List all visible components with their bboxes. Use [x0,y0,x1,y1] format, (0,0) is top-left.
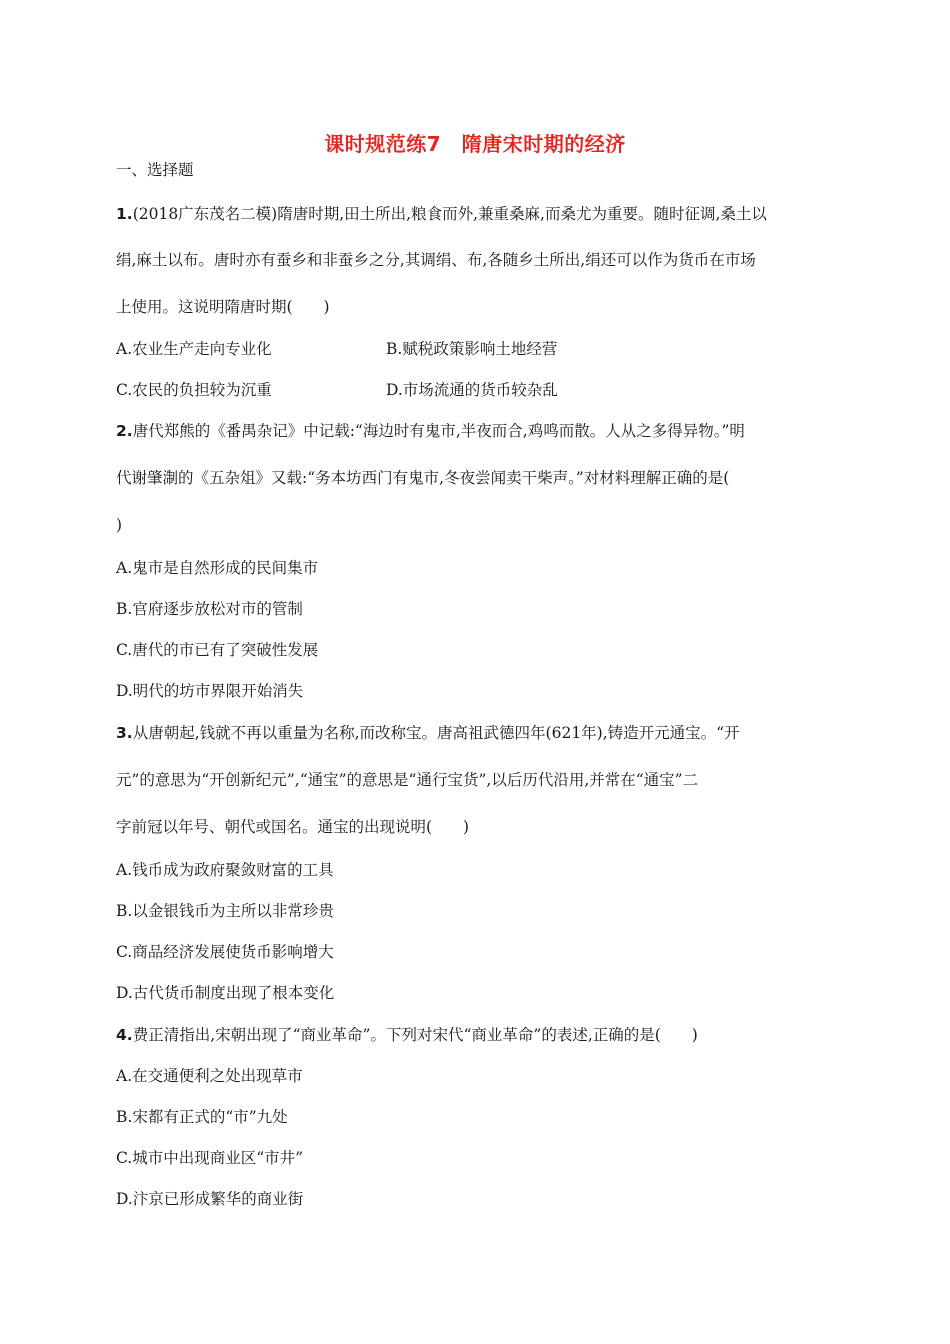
question-4-option-c: C.城市中出现商业区“市井” [116,1149,304,1167]
question-1-option-c: C.农民的负担较为沉重 [116,381,272,399]
question-3-line-3: 字前冠以年号、朝代或国名。通宝的出现说明( ) [116,818,470,836]
question-2-option-d: D.明代的坊市界限开始消失 [116,682,304,700]
question-3-line-2: 元”的意思为“开创新纪元”,“通宝”的意思是“通行宝货”,以后历代沿用,并常在“通宝”二 [116,771,699,789]
question-1-line-2: 绢,麻土以布。唐时亦有蚕乡和非蚕乡之分,其调绢、布,各随乡土所出,绢还可以作为货币在市场 [116,251,756,269]
question-4-line-1 [116,1025,698,1045]
question-3-option-b: B.以金银钱币为主所以非常珍贵 [116,902,334,920]
question-3-option-d: D.古代货币制度出现了根本变化 [116,984,335,1002]
section-heading: 一、选择题 [116,161,194,179]
question-2-line-1 [116,421,745,441]
question-2-option-c: C.唐代的市已有了突破性发展 [116,641,319,659]
question-2-line-3: ) [116,516,123,534]
question-1-option-d: D.市场流通的货币较杂乱 [386,381,558,399]
question-3-option-c: C.商品经济发展使货币影响增大 [116,943,334,961]
question-4-option-d: D.汴京已形成繁华的商业街 [116,1190,304,1208]
question-4-option-a: A.在交通便利之处出现草市 [116,1067,303,1085]
question-3-line-1 [116,723,740,743]
question-4-option-b: B.宋都有正式的“市”九处 [116,1108,288,1126]
question-2-option-a: A.鬼市是自然形成的民间集市 [116,559,319,577]
question-4-number: 4. [116,1026,133,1044]
question-1-line-3: 上使用。这说明隋唐时期( ) [116,298,330,316]
question-2-text: 唐代郑熊的《番禺杂记》中记载:“海边时有鬼市,半夜而合,鸡鸣而散。人从之多得异物。”明 [132,422,745,440]
question-3-text: 从唐朝起,钱就不再以重量为名称,而改称宝。唐高祖武德四年(621年),铸造开元通宝。“开 [132,724,740,742]
question-1-number: 1. [116,205,133,223]
page-title: 课时规范练7 隋唐宋时期的经济 [324,132,626,156]
question-3-number: 3. [116,724,133,742]
question-1-text: (2018广东茂名二模)隋唐时期,田土所出,粮食而外,兼重桑麻,而桑尤为重要。随时征调,桑土以 [132,205,767,223]
question-1-option-a: A.农业生产走向专业化 [116,340,272,358]
question-3-option-a: A.钱币成为政府聚敛财富的工具 [116,861,334,879]
question-1-line-1 [116,204,767,224]
question-2-option-b: B.官府逐步放松对市的管制 [116,600,303,618]
question-2-line-2: 代谢肇淛的《五杂俎》又载:“务本坊西门有鬼市,冬夜尝闻卖干柴声。”对材料理解正确的是( [116,469,730,487]
question-2-number: 2. [116,422,133,440]
question-1-option-b: B.赋税政策影响土地经营 [386,340,558,358]
question-4-text: 费正清指出,宋朝出现了“商业革命”。下列对宋代“商业革命”的表述,正确的是( ) [132,1026,698,1044]
